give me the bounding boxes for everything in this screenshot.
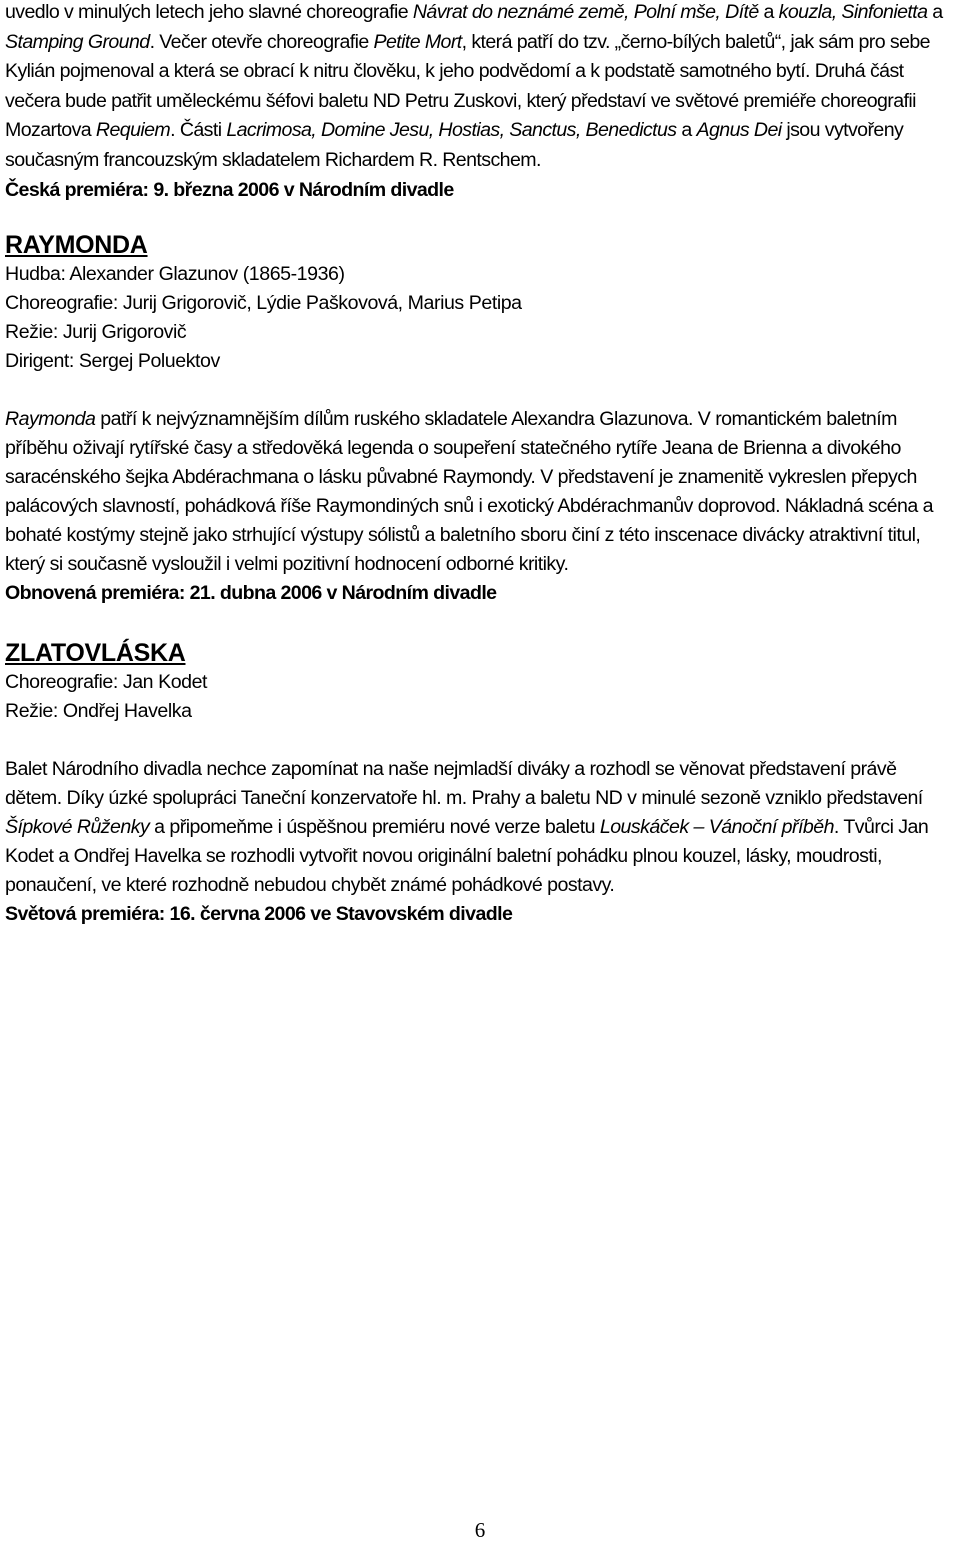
raymonda-music: Hudba: Alexander Glazunov (1865-1936)	[5, 262, 345, 285]
raymonda-conductor: Dirigent: Sergej Poluektov	[5, 349, 220, 372]
page-number: 6	[474, 1518, 486, 1542]
intro-italic-works: kouzla, Sinfonietta	[778, 1, 928, 23]
intro-text: a	[676, 119, 697, 142]
intro-text: jsou vytvořeny současným francouzským skladatelem Richardem R. Rentschem.	[5, 119, 904, 171]
raymonda-premiere: Obnovená premiéra: 21. dubna 2006 v Národním divadle	[5, 581, 497, 604]
raymonda-italic-title: Raymonda	[5, 407, 96, 430]
zlatovlaska-text: Balet Národního divadla nechce zapomínat na naše nejmladší diváky a rozhodl se věnovat představení právě dětem. Díky úzké spolupráci Taneční konzervatoře hl. m. Prahy a baletu ND v minulé sezoně vzniklo představení	[5, 757, 923, 809]
intro-text: uvedlo v minulých letech jeho slavné choreografie	[5, 1, 413, 23]
zlatovlaska-description	[5, 755, 955, 900]
intro-italic-works: Agnus Dei	[696, 119, 782, 142]
intro-paragraph	[5, 0, 955, 176]
intro-text: . Části	[170, 119, 227, 142]
raymonda-credits	[5, 260, 955, 376]
raymonda-choreography: Choreografie: Jurij Grigorovič, Lýdie Paškovová, Marius Petipa	[5, 291, 522, 314]
zlatovlaska-premiere: Světová premiéra: 16. června 2006 ve Stavovském divadle	[5, 902, 513, 925]
zlatovlaska-italic-title: Louskáček – Vánoční příběh	[599, 815, 834, 838]
intro-text: , která patří do tzv. „černo-bílých baletů“, jak sám pro sebe Kylián pojmenoval a která se obrací k nitru člověku, k jeho podvědomí a k podstatě samotného bytí. Druhá část večera bude patřit uměleckému šéfovi baletu ND Petru Zuskovi, který představí ve světové premiéře choreografii Mozartova	[5, 30, 930, 142]
intro-italic-works: Stamping Ground	[5, 30, 150, 53]
zlatovlaska-title: ZLATOVLÁSKA	[5, 638, 186, 667]
zlatovlaska-credits	[5, 668, 955, 726]
intro-italic-works: Lacrimosa, Domine Jesu, Hostias, Sanctus, Benedictus	[226, 119, 677, 142]
intro-italic-works: Requiem	[95, 119, 171, 142]
zlatovlaska-italic-title: Šípkové Růženky	[5, 815, 150, 838]
zlatovlaska-choreography: Choreografie: Jan Kodet	[5, 670, 208, 693]
zlatovlaska-direction: Režie: Ondřej Havelka	[5, 699, 192, 722]
intro-text: a	[927, 1, 943, 23]
intro-italic-works: Petite Mort	[373, 30, 462, 53]
intro-premiere: Česká premiéra: 9. března 2006 v Národním divadle	[5, 178, 454, 201]
raymonda-direction: Režie: Jurij Grigorovič	[5, 320, 187, 343]
intro-text: . Večer otevře choreografie	[149, 30, 374, 53]
zlatovlaska-text: . Tvůrci Jan Kodet a Ondřej Havelka se rozhodli vytvořit novou originální baletní pohádku plnou kouzel, lásky, moudrosti, ponaučení, ve které rozhodně nebudou chybět známé pohádkové postavy.	[5, 815, 929, 896]
zlatovlaska-text: a připomeňme i úspěšnou premiéru nové verze baletu	[149, 815, 600, 838]
raymonda-title: RAYMONDA	[5, 230, 148, 259]
document-page	[5, 0, 955, 929]
raymonda-text: patří k nejvýznamnějším dílům ruského skladatele Alexandra Glazunova. V romantickém baletním příběhu oživají rytířské časy a středověká legenda o soupeření statečného rytíře Jeana de Brienna a divokého saracénského šejka Abdérachmana o lásku půvabné Raymondy. V představení je znamenitě vykreslen přepych palácových slavností, pohádková říše Raymondiných snů i exotický Abdérachmanův doprovod. Nákladná scéna a bohaté kostýmy stejně jako strhující výstupy sólistů a baletního sboru činí z této inscenace divácky atraktivní titul, který si současně vysloužil i velmi pozitivní hodnocení odborné kritiky.	[5, 407, 933, 575]
raymonda-description	[5, 405, 955, 579]
intro-italic-works: Návrat do neznámé země, Polní mše, Dítě	[412, 1, 759, 23]
intro-text: a	[758, 1, 779, 23]
